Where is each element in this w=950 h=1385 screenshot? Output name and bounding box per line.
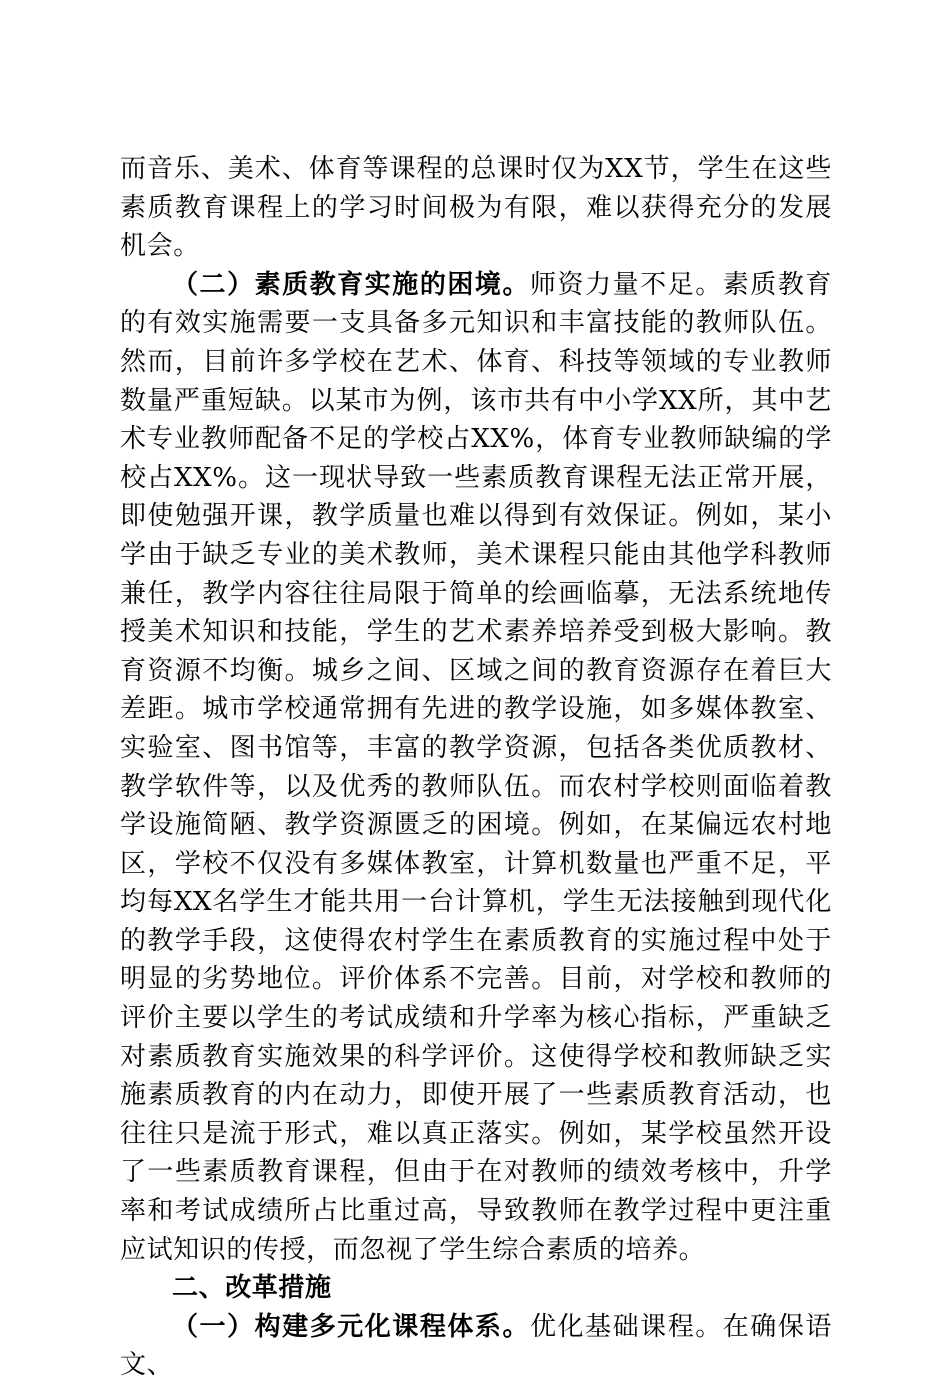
document-body xyxy=(120,150,832,1385)
paragraph-curriculum xyxy=(120,1308,832,1385)
paragraph-difficulties-text: 师资力量不足。素质教育的有效实施需要一支具备多元知识和丰富技能的教师队伍。然而，目前许多学校在艺术、体育、科技等领域的专业教师数量严重短缺。以某市为例，该市共有中小学XX所，其中艺术专业教师配备不足的学校占XX%，体育专业教师缺编的学校占XX%。这一现状导致一些素质教育课程无法正常开展，即使勉强开课，教学质量也难以得到有效保证。例如，某小学由于缺乏专业的美术教师，美术课程只能由其他学科教师兼任，教学内容往往局限于简单的绘画临摹，无法系统地传授美术知识和技能，学生的艺术素养培养受到极大影响。教育资源不均衡。城乡之间、区域之间的教育资源存在着巨大差距。城市学校通常拥有先进的教学设施，如多媒体教室、实验室、图书馆等，丰富的教学资源，包括各类优质教材、教学软件等，以及优秀的教师队伍。而农村学校则面临着教学设施简陋、教学资源匮乏的困境。例如，在某偏远农村地区，学校不仅没有多媒体教室，计算机数量也严重不足，平均每XX名学生才能共用一台计算机，学生无法接触到现代化的教学手段，这使得农村学生在素质教育的实施过程中处于明显的劣势地位。评价体系不完善。目前，对学校和教师的评价主要以学生的考试成绩和升学率为核心指标，严重缺乏对素质教育实施效果的科学评价。这使得学校和教师缺乏实施素质教育的内在动力，即使开展了一些素质教育活动，也往往只是流于形式，难以真正落实。例如，某学校虽然开设了一些素质教育课程，但由于在对教师的绩效考核中，升学率和考试成绩所占比重过高，导致教师在教学过程中更注重应试知识的传授，而忽视了学生综合素质的培养。 xyxy=(120,269,832,1265)
paragraph-continuation: 而音乐、美术、体育等课程的总课时仅为XX节，学生在这些素质教育课程上的学习时间极为有限，难以获得充分的发展机会。 xyxy=(120,154,832,262)
section-heading-reform-measures: 二、改革措施 xyxy=(172,1273,332,1304)
paragraph-difficulties xyxy=(120,266,832,1269)
paragraph-curriculum-text: 优化基础课程。在确保语文、 xyxy=(120,1311,832,1381)
section-lead-difficulties: （二）素质教育实施的困境。 xyxy=(172,269,530,300)
section-lead-curriculum: （一）构建多元化课程体系。 xyxy=(172,1311,530,1342)
